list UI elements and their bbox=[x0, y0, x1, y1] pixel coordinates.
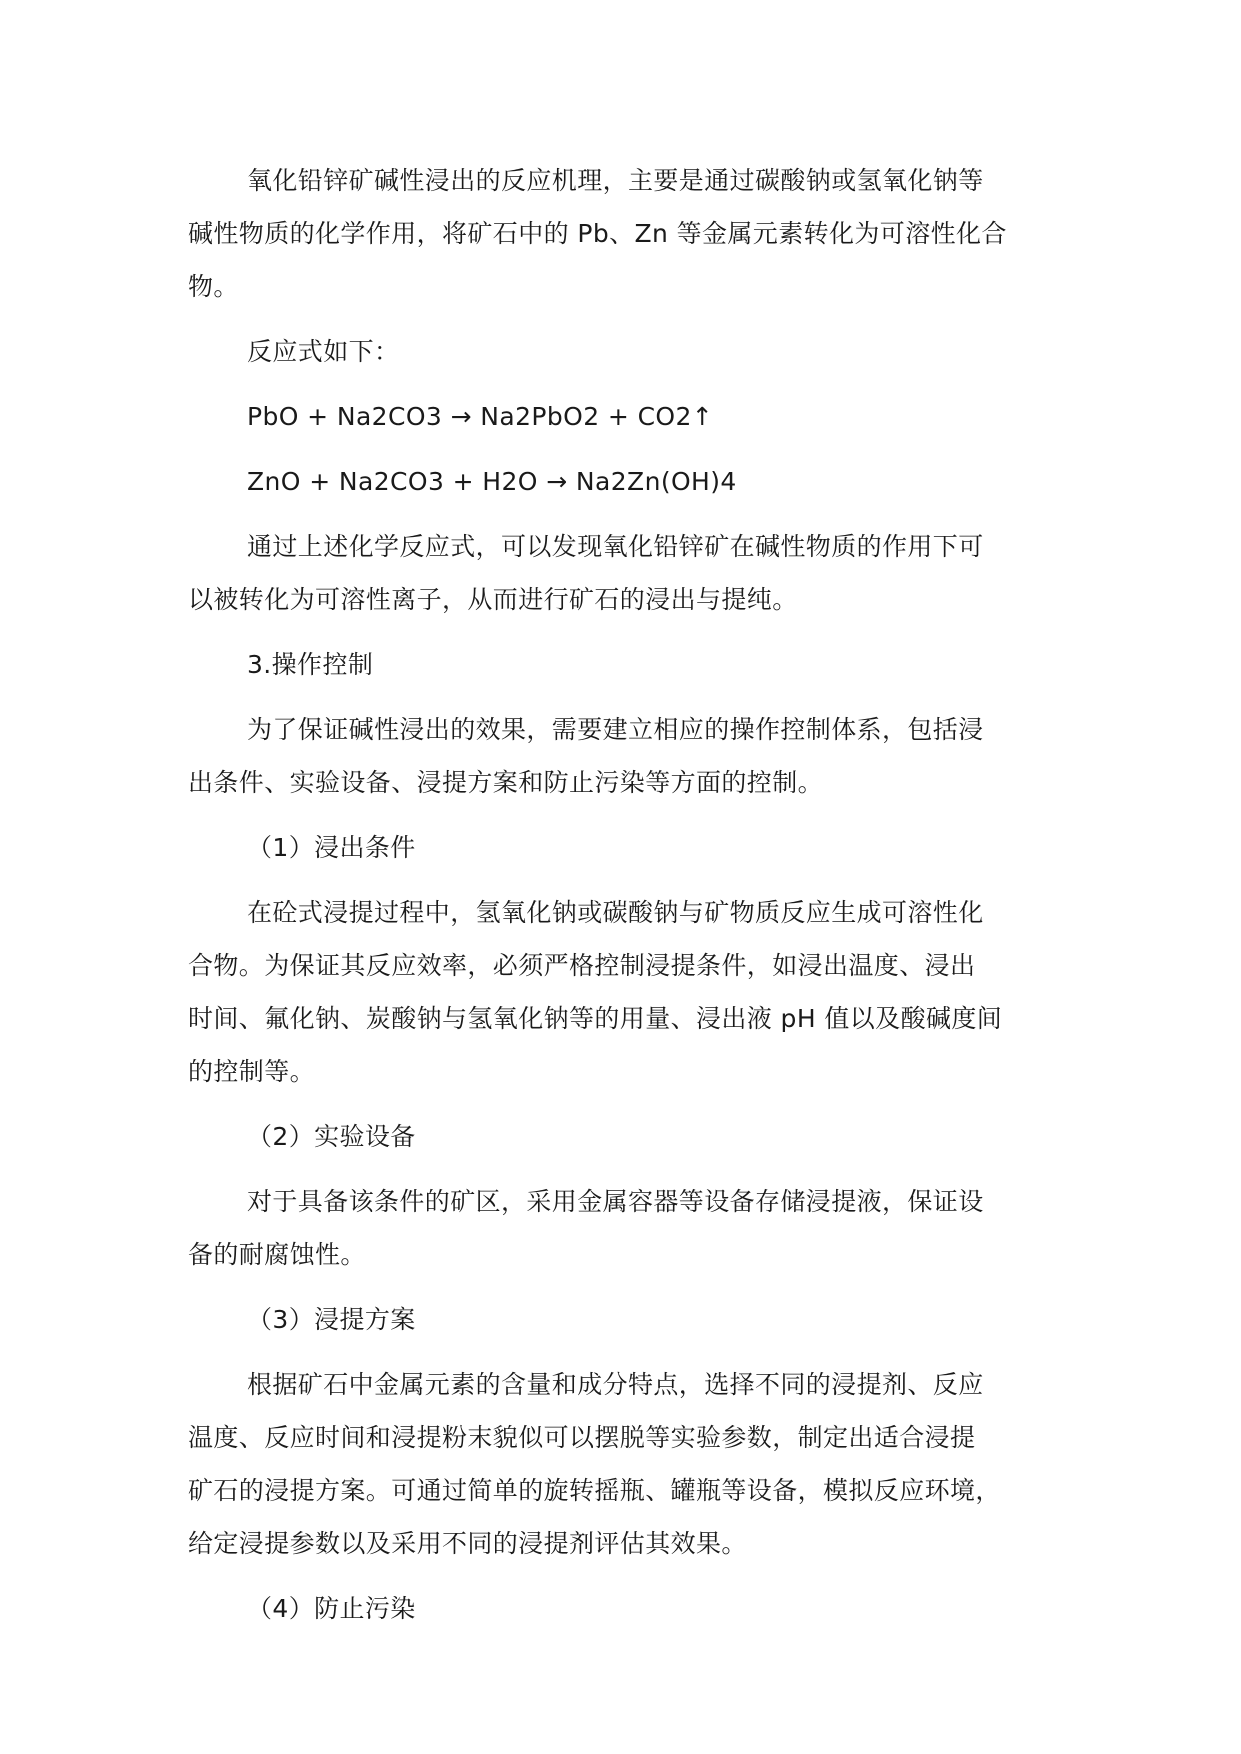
text-line: 以被转化为可溶性离子，从而进行矿石的浸出与提纯。 bbox=[188, 585, 798, 614]
subheading-leaching-scheme bbox=[188, 1293, 1058, 1346]
text-line: PbO + Na2CO3 → Na2PbO2 + CO2↑ bbox=[247, 402, 714, 431]
text-line: 给定浸提参数以及采用不同的浸提剂评估其效果。 bbox=[188, 1529, 747, 1558]
text-line: 3.操作控制 bbox=[247, 650, 374, 679]
text-line: 根据矿石中金属元素的含量和成分特点，选择不同的浸提剂、反应 bbox=[247, 1370, 984, 1399]
paragraph-experimental-equipment bbox=[188, 1175, 1058, 1281]
text-line: 时间、氟化钠、炭酸钠与氢氧化钠等的用量、浸出液 pH 值以及酸碱度间 bbox=[188, 1004, 1003, 1033]
subheading-pollution-prevention bbox=[188, 1582, 1058, 1635]
text-line: 在砼式浸提过程中，氢氧化钠或碳酸钠与矿物质反应生成可溶性化 bbox=[247, 898, 984, 927]
text-line: 对于具备该条件的矿区，采用金属容器等设备存储浸提液，保证设 bbox=[247, 1187, 984, 1216]
section-heading-operation-control bbox=[188, 638, 1058, 691]
text-line: 备的耐腐蚀性。 bbox=[188, 1240, 366, 1269]
paragraph-reaction-intro bbox=[188, 325, 1058, 378]
text-line: 物。 bbox=[188, 272, 239, 301]
text-line: 矿石的浸提方案。可通过简单的旋转摇瓶、罐瓶等设备，模拟反应环境， bbox=[188, 1476, 1001, 1505]
text-line: 合物。为保证其反应效率，必须严格控制浸提条件，如浸出温度、浸出 bbox=[188, 951, 976, 980]
subheading-leaching-conditions bbox=[188, 821, 1058, 874]
text-line: （4）防止污染 bbox=[247, 1594, 416, 1623]
text-line: ZnO + Na2CO3 + H2O → Na2Zn(OH)4 bbox=[247, 467, 737, 496]
subheading-experimental-equipment bbox=[188, 1110, 1058, 1163]
document-body bbox=[188, 154, 1058, 1635]
paragraph-mechanism bbox=[188, 154, 1058, 313]
text-line: （2）实验设备 bbox=[247, 1122, 416, 1151]
text-line: 温度、反应时间和浸提粉末貌似可以摆脱等实验参数，制定出适合浸提 bbox=[188, 1423, 976, 1452]
equation-pbo bbox=[188, 390, 1058, 443]
text-line: 通过上述化学反应式，可以发现氧化铅锌矿在碱性物质的作用下可 bbox=[247, 532, 984, 561]
paragraph-leaching-conditions bbox=[188, 886, 1058, 1098]
paragraph-control-system bbox=[188, 703, 1058, 809]
text-line: 为了保证碱性浸出的效果，需要建立相应的操作控制体系，包括浸 bbox=[247, 715, 984, 744]
text-line: 的控制等。 bbox=[188, 1057, 316, 1086]
text-line: 出条件、实验设备、浸提方案和防止污染等方面的控制。 bbox=[188, 768, 824, 797]
text-line: 反应式如下： bbox=[247, 337, 400, 366]
text-line: （3）浸提方案 bbox=[247, 1305, 416, 1334]
text-line: 氧化铅锌矿碱性浸出的反应机理，主要是通过碳酸钠或氢氧化钠等 bbox=[247, 166, 984, 195]
paragraph-conclusion bbox=[188, 520, 1058, 626]
text-line: （1）浸出条件 bbox=[247, 833, 416, 862]
paragraph-leaching-scheme bbox=[188, 1358, 1058, 1570]
equation-zno bbox=[188, 455, 1058, 508]
text-line: 碱性物质的化学作用，将矿石中的 Pb、Zn 等金属元素转化为可溶性化合 bbox=[188, 219, 1007, 248]
